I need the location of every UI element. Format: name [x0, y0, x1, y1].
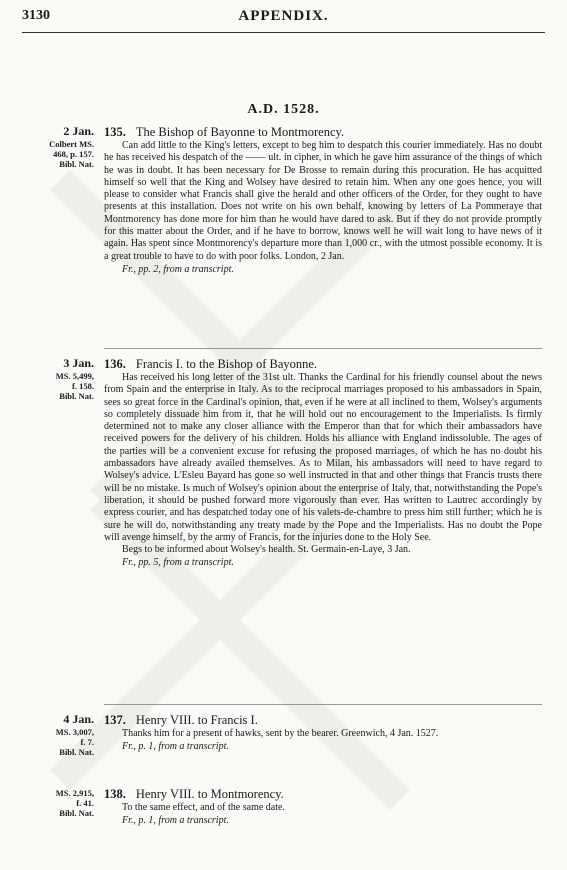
source-note: Fr., pp. 2, from a transcript. — [122, 263, 234, 275]
source-line: f. 158. — [72, 381, 94, 391]
page-number: 3130 — [22, 8, 50, 23]
entry-paragraph: To the same effect, and of the same date. — [122, 802, 285, 813]
entry-date: 4 Jan. — [63, 712, 94, 726]
entry-main — [104, 786, 542, 827]
source-note: Fr., pp. 5, from a transcript. — [122, 557, 234, 569]
source-line: Bibl. Nat. — [59, 391, 94, 401]
entry-paragraph: Thanks him for a present of hawks, sent by the bearer. Greenwich, 4 Jan. 1527. — [122, 728, 439, 739]
entry-separator — [104, 704, 542, 705]
margin-note — [6, 788, 94, 818]
entry-main — [104, 712, 542, 753]
entry-main — [104, 124, 542, 276]
source-note: Fr., p. 1, from a transcript. — [122, 741, 229, 753]
entry-heading — [104, 124, 542, 140]
header-rule — [22, 32, 545, 33]
entry-title: Henry VIII. to Francis I. — [135, 713, 258, 727]
year-heading: A.D. 1528. — [247, 102, 320, 117]
source-line: f. 7. — [80, 737, 94, 747]
source-line: MS. 3,007, — [55, 727, 94, 737]
margin-note — [6, 712, 94, 757]
entry-paragraph: Has received his long letter of the 31st ult. Thanks the Cardinal for his friendly counsel about the news from Spain and the enterprise in Italy. As to the reciprocal marriages proposed to his ambassadors in Spain, sees so great force in the Cardinal's opinion, that, even if he were at all inclined to them, Wolsey's arguments so completely dissuade him from it, that he will hold out no encouragement to the Imperialists. Is firmly determined not to make any closer alliance with the Emperor than that for which their ambassadors have received powers for the delivery of his children. Holds his alliance with England indissoluble. The ages of the parties will be a convenient excuse for refusing the proposed marriages, of which he has no doubt his ambassadors have already availed themselves. As to Milan, his ambassadors will need to have regard to Wolsey's advice. L'Esleu Bayard has gone so well instructed in that and other things that Francis trusts there will be no mistake. Is much of Wolsey's opinion about the enterprise of Italy, that, notwithstanding the Pope's liberation, it should be pushed forward more vigorously than ever. Has written to Lautrec accordingly by express courier, and has despatched today one of his valets-de-chambre to press him still further; which he is sure he will do, notwithstanding any treaty made by the Pope and the Imperialists. Has no doubt the Pope will avenge himself, by the army of Francis, for the injuries done to the Holy See. — [104, 372, 542, 543]
entry-number: 135. — [104, 125, 126, 139]
entry-separator — [104, 348, 542, 349]
entry-paragraph: Begs to be informed about Wolsey's health. St. Germain-en-Laye, 3 Jan. — [122, 544, 411, 556]
running-title: APPENDIX. — [238, 8, 329, 24]
entry-date: 3 Jan. — [63, 356, 94, 370]
source-line: Bibl. Nat. — [59, 808, 94, 818]
entry-title: Francis I. to the Bishop of Bayonne. — [135, 357, 318, 371]
margin-note — [6, 356, 94, 401]
entry-number: 138. — [104, 787, 126, 801]
entry-paragraph: Can add little to the King's letters, except to beg him to despatch this courier immediately. Has no doubt he has received his despatch of the —— ult. in cipher, in which he gave him assurance of the things of which he was in doubt. It has been necessary for De Brosse to remain during this procuration. He has acquitted himself so well that the King and Wolsey have desired to retain him. When any one goes hence, you will please to consider what Francis shall give the herald and other officers of the Order, for they ought to have presents at this installation. Does not write on his own behalf, knowing by letters of La Pommeraye that Montmorency has done more for him than he would have dared to ask. But if they do not provide promptly for this matter about the Order, and if he have to borrow, knows well he will wait long to have news of it again. Has spent since Montmorency's departure more than 1,000 cr., with the utmost possible economy. It is a great trouble to have to do with poor folks. London, 2 Jan. — [104, 140, 542, 262]
source-line: 468, p. 157. — [53, 149, 94, 159]
entry-date: 2 Jan. — [63, 124, 94, 138]
entry-number: 136. — [104, 357, 126, 371]
source-line: MS. 5,499, — [55, 371, 94, 381]
source-line: f. 41. — [76, 798, 94, 808]
source-line: Colbert MS. — [49, 139, 94, 149]
margin-note — [6, 124, 94, 169]
entry-heading — [104, 786, 542, 802]
source-note: Fr., p. 1, from a transcript. — [122, 815, 229, 827]
source-line: Bibl. Nat. — [59, 159, 94, 169]
entry-title: Henry VIII. to Montmorency. — [135, 787, 284, 801]
source-line: Bibl. Nat. — [59, 747, 94, 757]
entry-main — [104, 356, 542, 569]
source-line: MS. 2,915, — [55, 788, 94, 798]
entry-heading — [104, 712, 542, 728]
entry-title: The Bishop of Bayonne to Montmorency. — [135, 125, 345, 139]
entry-number: 137. — [104, 713, 126, 727]
entry-heading — [104, 356, 542, 372]
